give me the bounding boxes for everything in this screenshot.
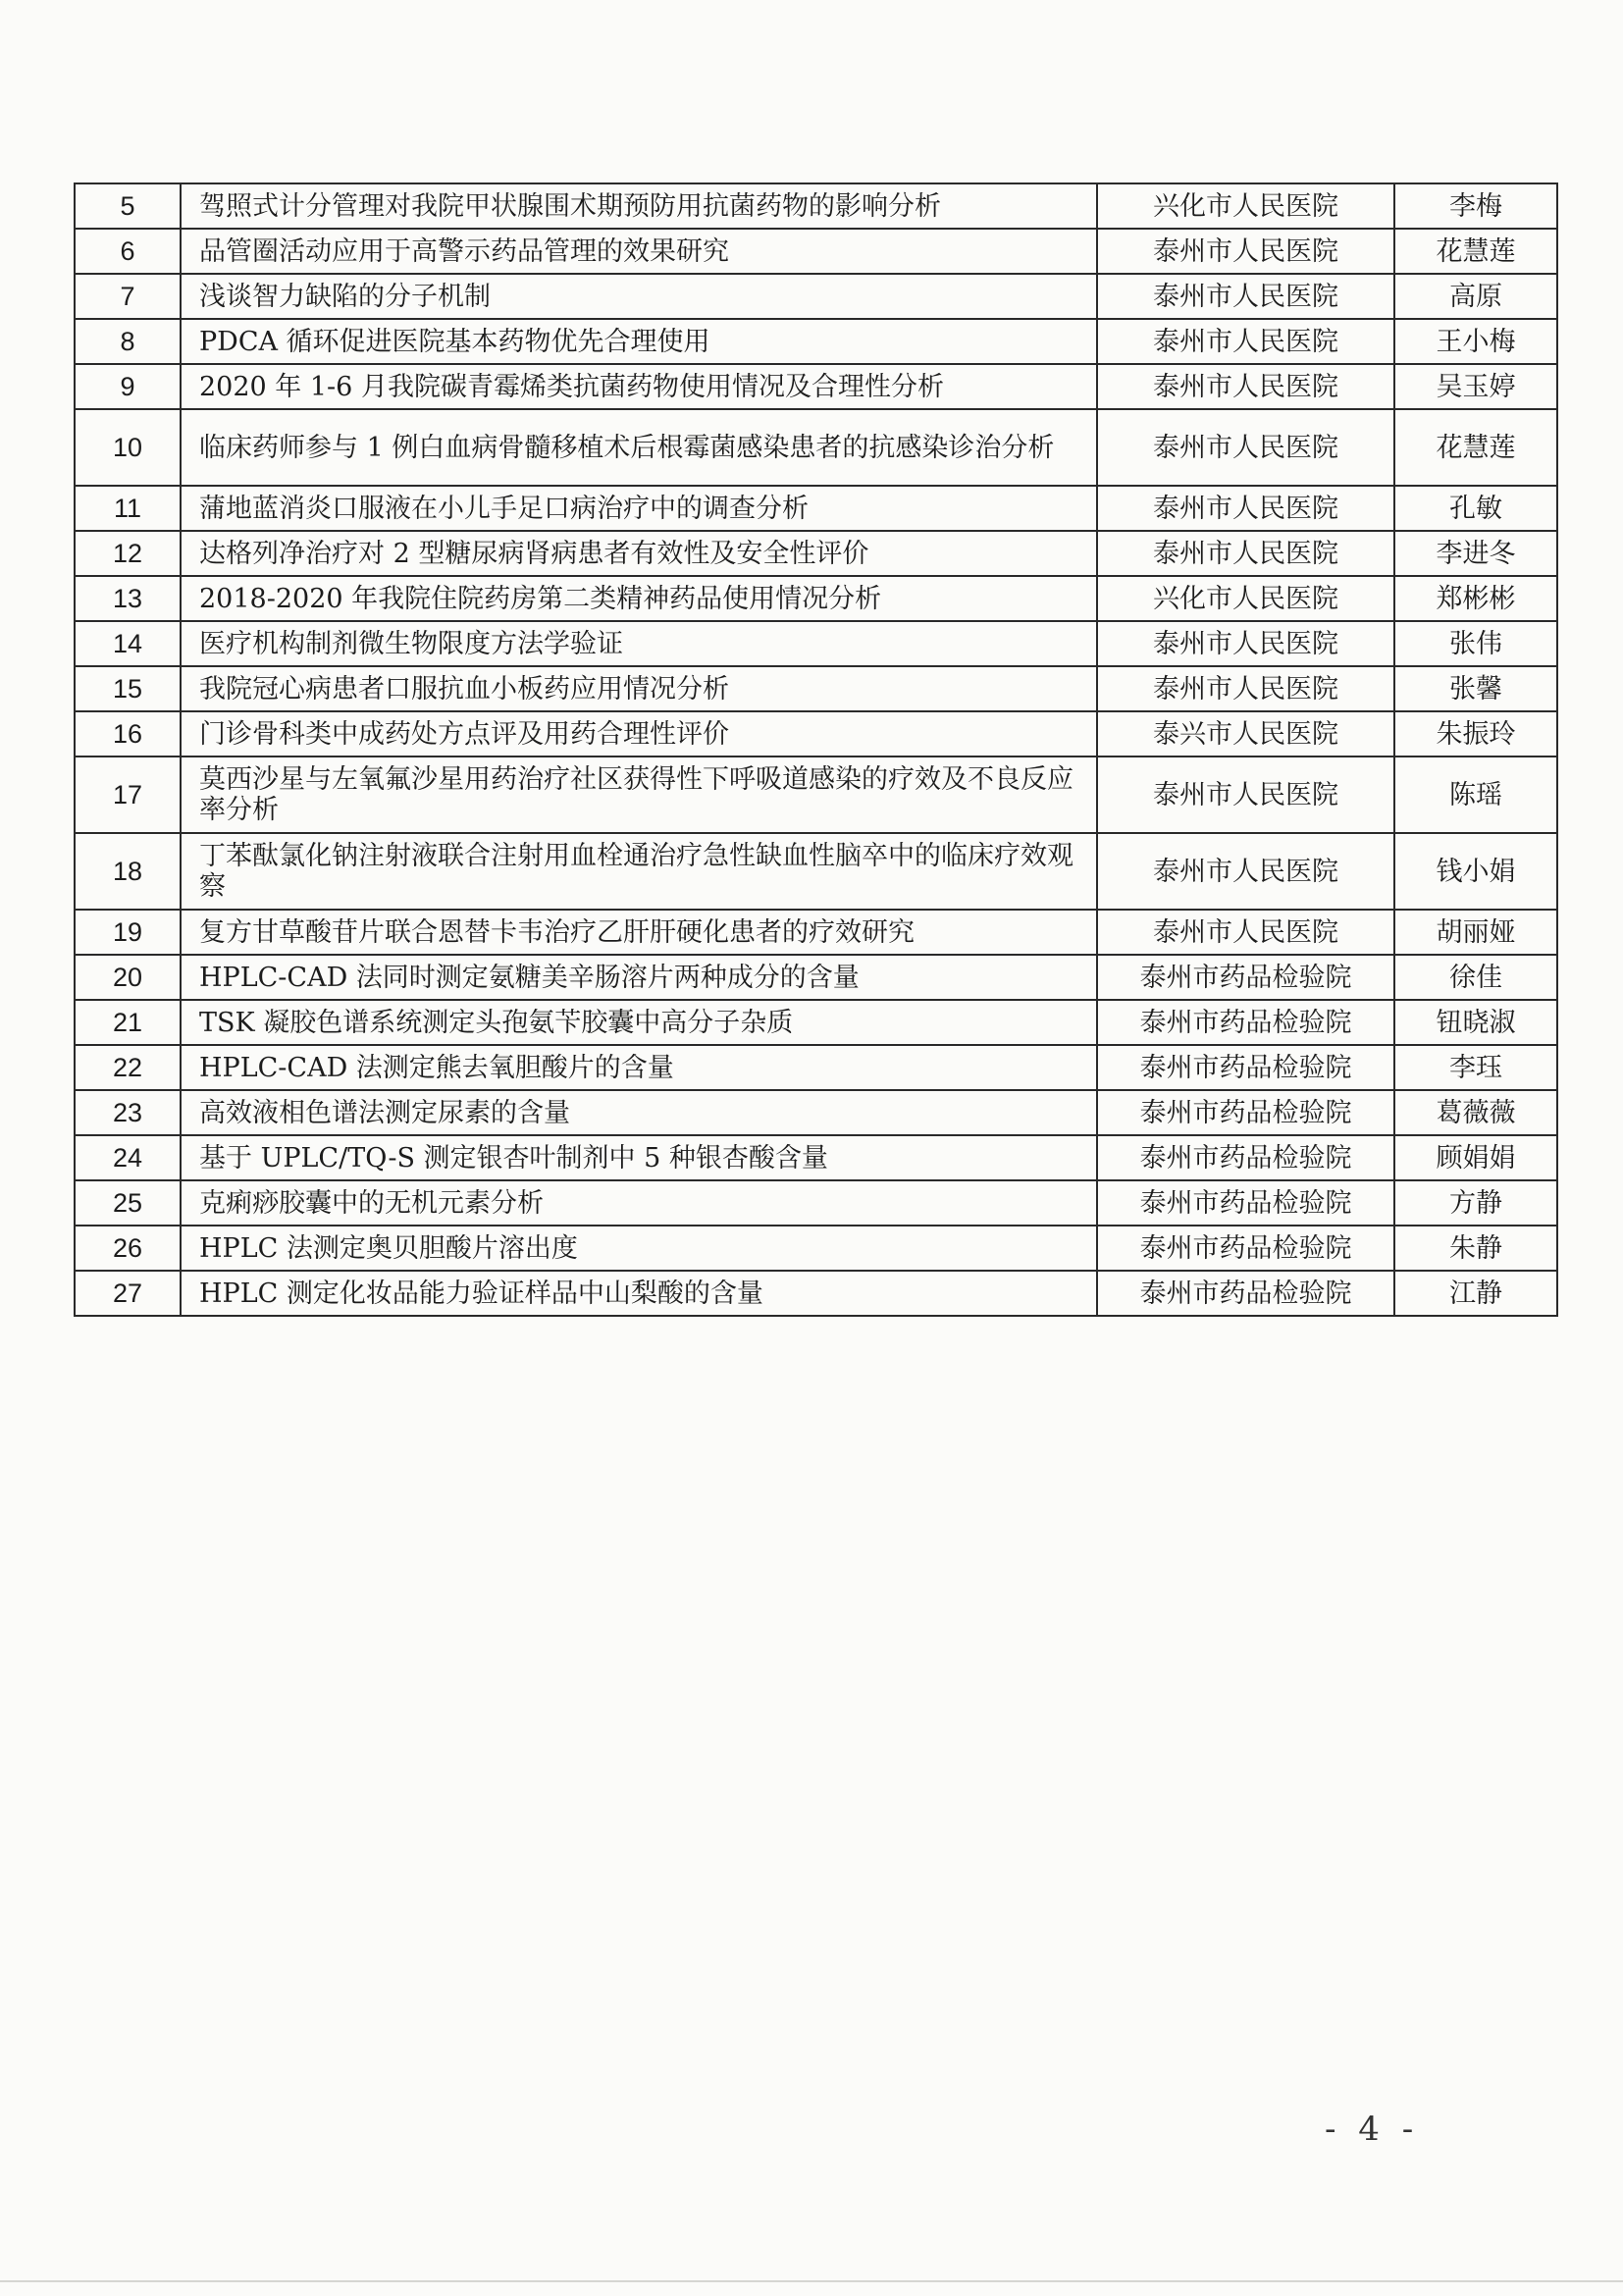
table-row — [75, 1090, 1557, 1135]
institution-cell: 兴化市人民医院 — [1097, 183, 1394, 229]
paper-title-cell: HPLC-CAD 法同时测定氨糖美辛肠溶片两种成分的含量 — [181, 955, 1097, 1000]
paper-title-cell: 蒲地蓝消炎口服液在小儿手足口病治疗中的调查分析 — [181, 486, 1097, 531]
author-name-cell: 李梅 — [1394, 183, 1557, 229]
institution-cell: 泰州市药品检验院 — [1097, 1135, 1394, 1180]
institution-cell: 泰州市人民医院 — [1097, 621, 1394, 666]
paper-title-cell: 门诊骨科类中成药处方点评及用药合理性评价 — [181, 711, 1097, 757]
paper-title-cell: 2020 年 1-6 月我院碳青霉烯类抗菌药物使用情况及合理性分析 — [181, 364, 1097, 409]
author-name-cell: 张馨 — [1394, 666, 1557, 711]
author-name-cell: 徐佳 — [1394, 955, 1557, 1000]
table-row — [75, 1226, 1557, 1271]
author-name-cell: 郑彬彬 — [1394, 576, 1557, 621]
table-row — [75, 910, 1557, 955]
author-name-cell: 高原 — [1394, 274, 1557, 319]
institution-cell: 兴化市人民医院 — [1097, 576, 1394, 621]
paper-title-cell: 医疗机构制剂微生物限度方法学验证 — [181, 621, 1097, 666]
table-row — [75, 319, 1557, 364]
table-row — [75, 833, 1557, 910]
institution-cell: 泰州市药品检验院 — [1097, 1226, 1394, 1271]
row-number-cell: 25 — [75, 1180, 181, 1226]
page-number: - 4 - — [1325, 2110, 1420, 2149]
institution-cell: 泰州市人民医院 — [1097, 409, 1394, 486]
author-name-cell: 陈瑶 — [1394, 757, 1557, 833]
paper-title-cell: HPLC 法测定奥贝胆酸片溶出度 — [181, 1226, 1097, 1271]
institution-cell: 泰州市人民医院 — [1097, 486, 1394, 531]
paper-title-cell: HPLC-CAD 法测定熊去氧胆酸片的含量 — [181, 1045, 1097, 1090]
row-number-cell: 17 — [75, 757, 181, 833]
table-body — [75, 183, 1557, 1316]
paper-title-cell: 浅谈智力缺陷的分子机制 — [181, 274, 1097, 319]
table-row — [75, 486, 1557, 531]
institution-cell: 泰州市人民医院 — [1097, 531, 1394, 576]
paper-title-cell: 我院冠心病患者口服抗血小板药应用情况分析 — [181, 666, 1097, 711]
author-name-cell: 胡丽娅 — [1394, 910, 1557, 955]
paper-title-cell: 莫西沙星与左氧氟沙星用药治疗社区获得性下呼吸道感染的疗效及不良反应率分析 — [181, 757, 1097, 833]
row-number-cell: 22 — [75, 1045, 181, 1090]
paper-title-cell: 复方甘草酸苷片联合恩替卡韦治疗乙肝肝硬化患者的疗效研究 — [181, 910, 1097, 955]
author-name-cell: 方静 — [1394, 1180, 1557, 1226]
author-name-cell: 李进冬 — [1394, 531, 1557, 576]
author-name-cell: 王小梅 — [1394, 319, 1557, 364]
row-number-cell: 26 — [75, 1226, 181, 1271]
scan-edge-line — [0, 2280, 1623, 2282]
table-row — [75, 955, 1557, 1000]
row-number-cell: 14 — [75, 621, 181, 666]
table-row — [75, 229, 1557, 274]
table-row — [75, 183, 1557, 229]
table-row — [75, 364, 1557, 409]
paper-title-cell: 丁苯酞氯化钠注射液联合注射用血栓通治疗急性缺血性脑卒中的临床疗效观察 — [181, 833, 1097, 910]
row-number-cell: 9 — [75, 364, 181, 409]
institution-cell: 泰州市人民医院 — [1097, 757, 1394, 833]
paper-title-cell: 克痢痧胶囊中的无机元素分析 — [181, 1180, 1097, 1226]
row-number-cell: 24 — [75, 1135, 181, 1180]
table-row — [75, 1135, 1557, 1180]
paper-title-cell: HPLC 测定化妆品能力验证样品中山梨酸的含量 — [181, 1271, 1097, 1316]
row-number-cell: 18 — [75, 833, 181, 910]
author-name-cell: 张伟 — [1394, 621, 1557, 666]
row-number-cell: 7 — [75, 274, 181, 319]
author-name-cell: 钱小娟 — [1394, 833, 1557, 910]
row-number-cell: 20 — [75, 955, 181, 1000]
paper-title-cell: 高效液相色谱法测定尿素的含量 — [181, 1090, 1097, 1135]
row-number-cell: 11 — [75, 486, 181, 531]
paper-title-cell: 2018-2020 年我院住院药房第二类精神药品使用情况分析 — [181, 576, 1097, 621]
author-name-cell: 花慧莲 — [1394, 409, 1557, 486]
author-name-cell: 李珏 — [1394, 1045, 1557, 1090]
row-number-cell: 15 — [75, 666, 181, 711]
row-number-cell: 19 — [75, 910, 181, 955]
institution-cell: 泰州市药品检验院 — [1097, 955, 1394, 1000]
paper-title-cell: PDCA 循环促进医院基本药物优先合理使用 — [181, 319, 1097, 364]
paper-title-cell: 达格列净治疗对 2 型糖尿病肾病患者有效性及安全性评价 — [181, 531, 1097, 576]
institution-cell: 泰州市药品检验院 — [1097, 1180, 1394, 1226]
table-row — [75, 576, 1557, 621]
institution-cell: 泰州市药品检验院 — [1097, 1271, 1394, 1316]
institution-cell: 泰州市人民医院 — [1097, 666, 1394, 711]
row-number-cell: 5 — [75, 183, 181, 229]
row-number-cell: 6 — [75, 229, 181, 274]
table-row — [75, 1271, 1557, 1316]
institution-cell: 泰州市药品检验院 — [1097, 1045, 1394, 1090]
table-row — [75, 621, 1557, 666]
institution-cell: 泰州市人民医院 — [1097, 910, 1394, 955]
table-row — [75, 1045, 1557, 1090]
table-row — [75, 666, 1557, 711]
institution-cell: 泰州市人民医院 — [1097, 229, 1394, 274]
row-number-cell: 21 — [75, 1000, 181, 1045]
author-name-cell: 孔敏 — [1394, 486, 1557, 531]
row-number-cell: 27 — [75, 1271, 181, 1316]
institution-cell: 泰州市药品检验院 — [1097, 1090, 1394, 1135]
table-row — [75, 757, 1557, 833]
paper-title-cell: 驾照式计分管理对我院甲状腺围术期预防用抗菌药物的影响分析 — [181, 183, 1097, 229]
row-number-cell: 8 — [75, 319, 181, 364]
table-row — [75, 409, 1557, 486]
row-number-cell: 13 — [75, 576, 181, 621]
table-row — [75, 711, 1557, 757]
institution-cell: 泰州市药品检验院 — [1097, 1000, 1394, 1045]
paper-title-cell: TSK 凝胶色谱系统测定头孢氨苄胶囊中高分子杂质 — [181, 1000, 1097, 1045]
author-name-cell: 吴玉婷 — [1394, 364, 1557, 409]
paper-title-cell: 基于 UPLC/TQ-S 测定银杏叶制剂中 5 种银杏酸含量 — [181, 1135, 1097, 1180]
author-name-cell: 朱静 — [1394, 1226, 1557, 1271]
table-row — [75, 1180, 1557, 1226]
row-number-cell: 12 — [75, 531, 181, 576]
row-number-cell: 10 — [75, 409, 181, 486]
row-number-cell: 16 — [75, 711, 181, 757]
author-name-cell: 江静 — [1394, 1271, 1557, 1316]
paper-title-cell: 品管圈活动应用于高警示药品管理的效果研究 — [181, 229, 1097, 274]
row-number-cell: 23 — [75, 1090, 181, 1135]
institution-cell: 泰州市人民医院 — [1097, 319, 1394, 364]
table-row — [75, 1000, 1557, 1045]
author-name-cell: 花慧莲 — [1394, 229, 1557, 274]
institution-cell: 泰州市人民医院 — [1097, 364, 1394, 409]
author-name-cell: 钮晓淑 — [1394, 1000, 1557, 1045]
author-name-cell: 葛薇薇 — [1394, 1090, 1557, 1135]
institution-cell: 泰州市人民医院 — [1097, 833, 1394, 910]
table-row — [75, 274, 1557, 319]
institution-cell: 泰州市人民医院 — [1097, 274, 1394, 319]
author-name-cell: 朱振玲 — [1394, 711, 1557, 757]
institution-cell: 泰兴市人民医院 — [1097, 711, 1394, 757]
author-name-cell: 顾娟娟 — [1394, 1135, 1557, 1180]
results-table — [74, 183, 1558, 1317]
table-row — [75, 531, 1557, 576]
paper-title-cell: 临床药师参与 1 例白血病骨髓移植术后根霉菌感染患者的抗感染诊治分析 — [181, 409, 1097, 486]
